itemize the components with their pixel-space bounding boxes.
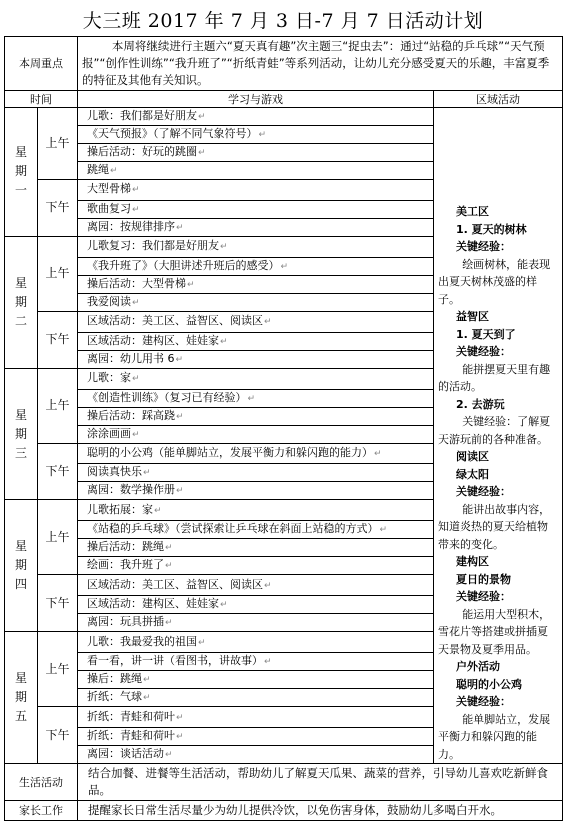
day-label [5,108,38,237]
activity-cell [78,293,434,311]
region-line: 关键经验： [456,345,511,358]
activity-text: 《站稳的乒乓球》（尝试探索让乒乓球在斜面上站稳的方式） [87,522,379,536]
activity-cell [78,689,434,707]
day-label [5,368,38,500]
paragraph-mark-icon: ↵ [374,448,382,459]
paragraph-mark-icon: ↵ [143,468,151,479]
day-label [5,500,38,632]
region-line: 绘画树林，能表现出夏天树林茂盛的样子。 [438,257,551,306]
focus-text: 本周将继续进行主题六“夏天真有趣”次主题三“捉虫去”：通过“站稳的乒乓球”“天气预报”“创作性训练”“我升班了”“折纸青蛙”等系列活动，让幼儿充分感受夏天的乐趣，丰富夏季的特征及其他有关知识。 [78,37,563,91]
paragraph-mark-icon: ↵ [379,525,388,536]
activity-text: 离园：谈话活动 [87,747,164,760]
activity-text: 儿歌：家 [87,371,131,385]
paragraph-mark-icon: ↵ [143,693,151,703]
parent-row [5,801,563,821]
activity-cell [78,425,434,443]
region-line: 能拼摆夏天里有趣的活动。 [438,362,551,393]
am-label: 上午 [38,632,78,707]
activity-cell [78,218,434,236]
paragraph-mark-icon: ↵ [198,637,206,648]
activity-text: 我爱阅读 [87,294,131,308]
paragraph-mark-icon: ↵ [165,750,173,760]
header-time: 时间 [5,91,78,108]
activity-cell [78,500,434,521]
activity-text: 阅读真快乐 [87,465,142,479]
activity-cell [78,368,434,389]
region-line: 建构区 [456,555,489,568]
paragraph-mark-icon: ↵ [264,317,272,328]
activity-cell [78,521,434,539]
paragraph-mark-icon: ↵ [258,130,267,140]
focus-row [5,37,563,91]
activity-cell [78,257,434,275]
activity-text: 儿歌：我最爱我的祖国 [87,634,197,648]
paragraph-mark-icon: ↵ [247,393,256,404]
activity-text: 操后活动：踩高跷 [87,408,175,422]
activity-cell [78,653,434,671]
header-study: 学习与游戏 [78,91,434,108]
paragraph-mark-icon: ↵ [132,374,140,385]
activity-text: 区域活动：建构区、娃娃家 [87,333,219,347]
activity-text: 儿歌：我们都是好朋友 [87,109,197,122]
header-region: 区域活动 [434,91,563,108]
activity-text: 离园：按规律排序 [87,219,175,233]
paragraph-mark-icon: ↵ [176,712,184,723]
region-line: 关键经验： [456,485,511,498]
region-line: 聪明的小公鸡 [456,677,522,691]
page-title: 大三班 2017 年 7 月 3 日-7 月 7 日活动计划 [82,10,484,32]
activity-text: 跳绳 [87,163,109,176]
paragraph-mark-icon: ↵ [165,543,173,554]
paragraph-mark-icon: ↵ [220,336,228,347]
activity-text: 《天气预报》（了解不同气象符号） [87,127,258,140]
activity-cell [78,108,434,126]
activity-text: 儿歌拓展：家 [87,502,153,516]
paragraph-mark-icon: ↵ [264,657,272,667]
region-line: 关键经验： [456,590,511,603]
pm-label: 下午 [38,443,78,500]
paragraph-mark-icon: ↵ [220,242,228,253]
activity-cell [78,443,434,464]
activity-text: 《我升班了》（大胆讲述升班后的感受） [87,258,280,272]
activity-text: 离园：数学操作册 [87,483,175,497]
region-line: 能单脚站立，发展平衡力和躲闪跑的能力。 [438,712,551,761]
region-line: 2. 去游玩 [456,397,505,411]
activity-text: 折纸：青蛙和荷叶 [87,729,175,742]
am-label: 上午 [38,368,78,443]
paragraph-mark-icon: ↵ [264,580,272,591]
focus-label: 本周重点 [5,37,78,91]
activity-text: 操后活动：大型骨梯 [87,276,186,290]
region-line: 关键经验： [456,240,511,253]
activity-cell [78,126,434,144]
day-name: 星期五 [14,671,27,724]
activity-text: 区域活动：美工区、益智区、阅读区 [87,577,263,591]
region-line: 1. 夏天到了 [456,327,516,341]
paragraph-mark-icon: ↵ [176,486,184,497]
activity-cell [78,350,434,368]
paragraph-mark-icon: ↵ [132,429,140,440]
activity-cell [78,671,434,689]
activity-text: 离园：玩具拼插 [87,615,164,629]
am-label: 上午 [38,236,78,311]
activity-cell [78,575,434,596]
activity-cell [78,707,434,728]
activity-cell [78,162,434,180]
activity-text: 涂涂画画 [87,426,131,440]
region-line: 美工区 [456,205,489,218]
activity-text: 折纸：气球 [87,690,142,703]
header-row [5,91,563,108]
region-line: 阅读区 [456,450,489,463]
life-row [5,764,563,801]
activity-cell [78,180,434,201]
activity-text: 操后：跳绳 [87,672,142,685]
activity-cell [78,632,434,653]
region-line: 益智区 [456,310,489,323]
paragraph-mark-icon: ↵ [187,279,195,290]
activity-cell [78,311,434,332]
parent-text: 提醒家长日常生活尽量少为幼儿提供冷饮，以免伤害身体，鼓励幼儿多喝白开水。 [78,801,563,821]
activity-cell [78,614,434,632]
day-name: 星期二 [14,275,27,328]
region-line: 户外活动 [456,660,500,673]
activity-text: 大型骨梯 [87,182,131,196]
activity-cell [78,407,434,425]
paragraph-mark-icon: ↵ [198,112,206,122]
region-line: 关键经验：了解夏天游玩前的各种准备。 [438,415,551,446]
day-label [5,632,38,764]
activity-text: 区域活动：建构区、娃娃家 [87,597,219,611]
activity-text: 看一看，讲一讲（看图书，讲故事） [87,654,263,667]
paragraph-mark-icon: ↵ [154,505,162,516]
activity-cell [78,539,434,557]
parent-label: 家长工作 [5,801,78,821]
paragraph-mark-icon: ↵ [132,185,140,196]
life-text: 结合加餐、进餐等生活活动，帮助幼儿了解夏天瓜果、蔬菜的营养，引导幼儿喜欢吃新鲜食品。 [78,764,563,801]
paragraph-mark-icon: ↵ [175,354,184,365]
activity-cell [78,482,434,500]
activity-cell [78,557,434,575]
pm-label: 下午 [38,707,78,764]
activity-row [5,108,563,126]
region-line: 夏日的景物 [456,572,511,586]
activity-cell [78,236,434,257]
activity-cell [78,144,434,162]
region-line: 能讲出故事内容，知道炎热的夏天给植物带来的变化。 [438,502,551,551]
region-line: 能运用大型积木，雪花片等搭建或拼插夏天景物及夏季用品。 [438,607,551,656]
activity-cell [78,596,434,614]
day-name: 星期三 [14,407,27,460]
paragraph-mark-icon: ↵ [176,732,184,742]
activity-cell [78,332,434,350]
paragraph-mark-icon: ↵ [165,561,173,572]
paragraph-mark-icon: ↵ [176,222,184,233]
pm-label: 下午 [38,311,78,368]
region-line: 关键经验： [456,695,511,708]
activity-text: 聪明的小公鸡（能单脚站立，发展平衡力和躲闪跑的能力） [87,445,373,459]
paragraph-mark-icon: ↵ [220,600,228,611]
paragraph-mark-icon: ↵ [176,411,184,422]
paragraph-mark-icon: ↵ [198,148,206,158]
activity-text: 折纸：青蛙和荷叶 [87,709,175,723]
paragraph-mark-icon: ↵ [132,204,140,215]
activity-text: 离园：幼儿用书 6 [87,351,175,365]
activity-text: 《创造性训练》（复习已有经验） [87,390,247,404]
activity-text: 操后活动：好玩的跳圈 [87,145,197,158]
region-activities [434,108,563,764]
region-line: 绿太阳 [456,467,489,481]
am-label: 上午 [38,500,78,575]
paragraph-mark-icon: ↵ [280,261,289,272]
am-label: 上午 [38,108,78,180]
activity-cell [78,728,434,746]
activity-cell [78,275,434,293]
activity-cell [78,746,434,764]
life-label: 生活活动 [5,764,78,801]
activity-cell [78,464,434,482]
paragraph-mark-icon: ↵ [165,618,173,629]
plan-table [4,36,563,821]
day-name: 星期四 [14,539,27,592]
activity-text: 歌曲复习 [87,201,131,215]
activity-cell [78,200,434,218]
activity-text: 操后活动：跳绳 [87,540,164,554]
pm-label: 下午 [38,180,78,237]
paragraph-mark-icon: ↵ [143,675,151,685]
activity-text: 儿歌复习：我们都是好朋友 [87,239,219,253]
activity-text: 区域活动：美工区、益智区、阅读区 [87,314,263,328]
paragraph-mark-icon: ↵ [110,166,118,176]
day-label [5,236,38,368]
day-name: 星期一 [14,145,27,198]
activity-cell [78,389,434,407]
pm-label: 下午 [38,575,78,632]
paragraph-mark-icon: ↵ [132,297,140,308]
region-line: 1. 夏天的树林 [456,222,527,236]
activity-text: 绘画：我升班了 [87,558,164,572]
